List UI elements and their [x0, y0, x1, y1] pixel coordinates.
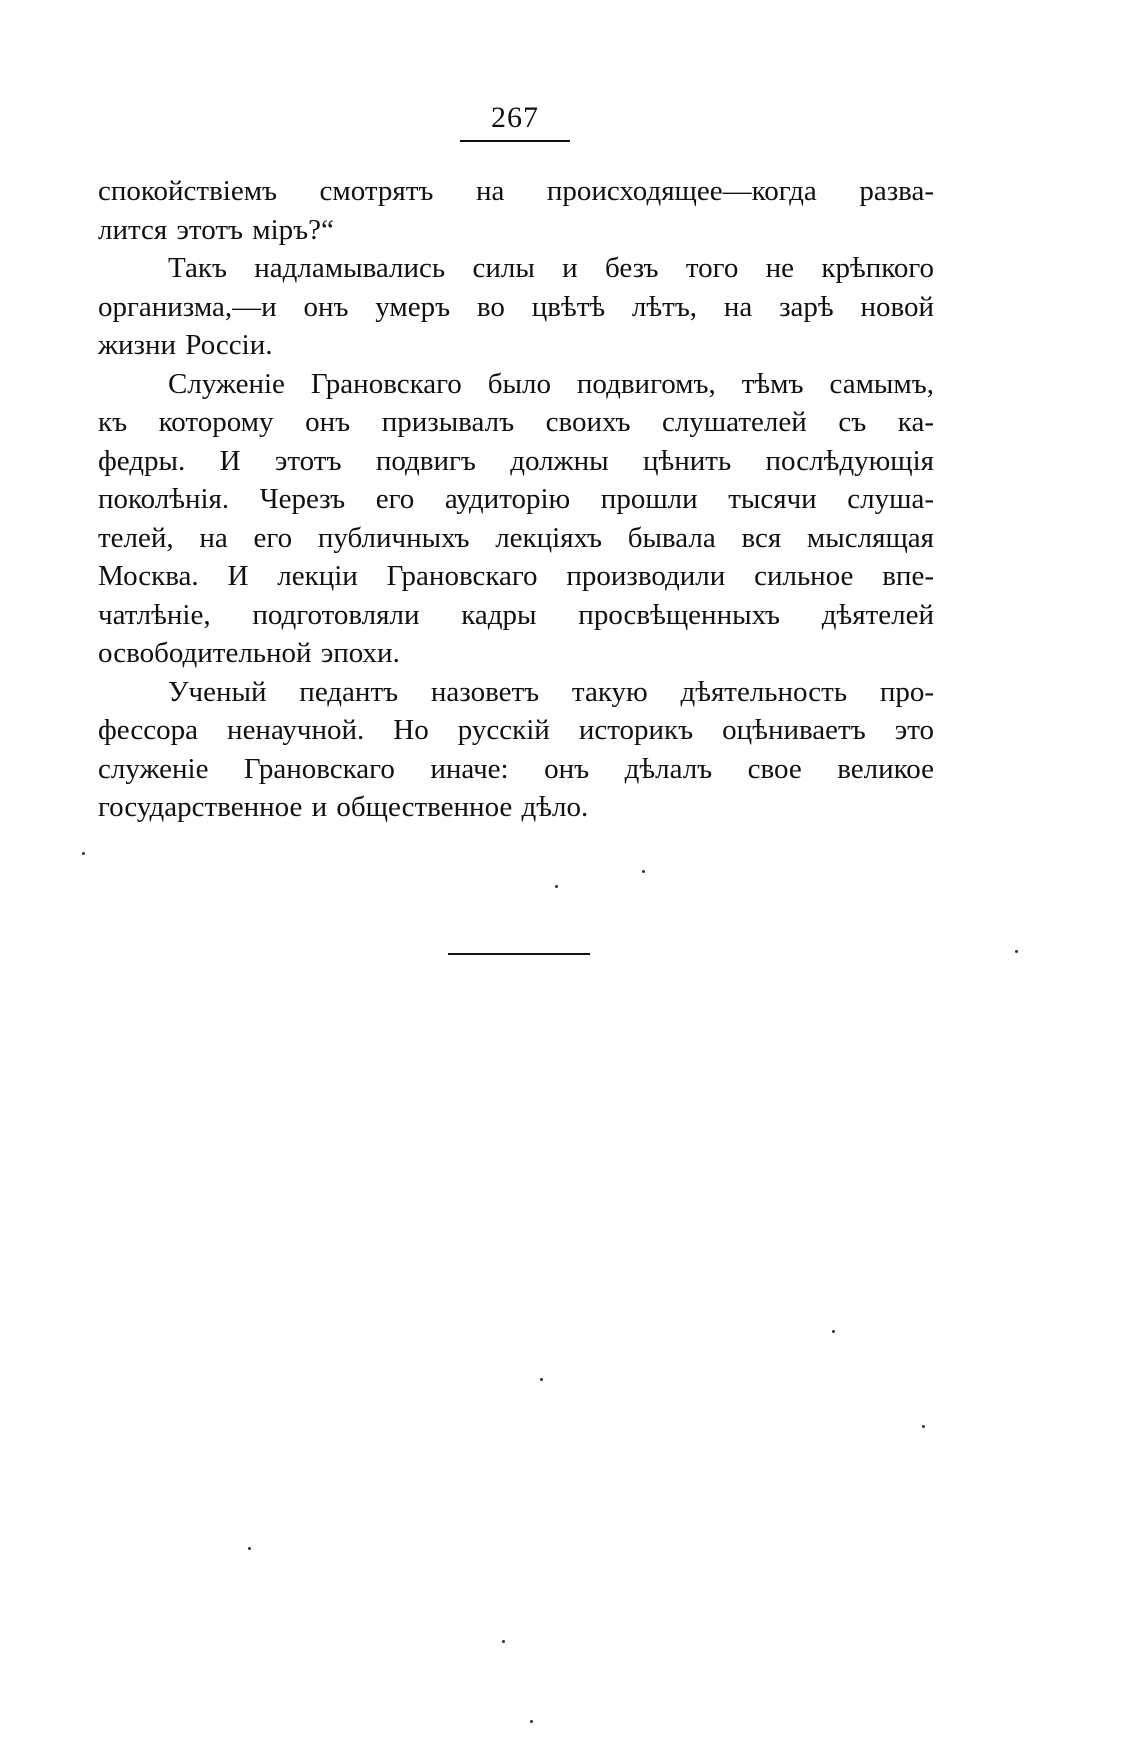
text-line: организма,—и онъ умеръ во цвѣтѣ лѣтъ, на зарѣ новой — [98, 290, 934, 323]
scan-speck — [82, 852, 85, 855]
text-line: жизни Россіи. — [98, 329, 273, 361]
text-line: государственное и общественное дѣло. — [98, 791, 589, 823]
scan-speck — [832, 1330, 835, 1333]
paragraph-4 — [98, 673, 934, 827]
text-line: къ которому онъ призывалъ своихъ слушателей съ ка- — [98, 406, 934, 438]
paragraph-3 — [98, 365, 934, 673]
text-line: телей, на его публичныхъ лекціяхъ бывала вся мыслящая — [98, 521, 934, 554]
text-line: спокойствіемъ смотрятъ на происходящее—когда разва- — [98, 175, 934, 207]
text-line: лится этотъ міръ?“ — [98, 213, 334, 246]
text-line: поколѣнія. Черезъ его аудиторію прошли тысячи слуша- — [98, 483, 934, 515]
page-number-rule — [460, 140, 570, 142]
section-end-rule — [448, 953, 590, 955]
scan-speck — [530, 1720, 533, 1723]
body-text — [98, 172, 934, 827]
page-number: 267 — [491, 101, 539, 134]
scan-speck — [642, 870, 645, 873]
text-line: Москва. И лекціи Грановскаго производили сильное впе- — [98, 560, 934, 592]
scan-speck — [540, 1378, 543, 1381]
scan-speck — [555, 885, 558, 888]
text-line: служеніе Грановскаго иначе: онъ дѣлалъ свое великое — [98, 752, 934, 785]
text-line: чатлѣніе, подготовляли кадры просвѣщенныхъ дѣятелей — [98, 598, 934, 631]
text-line: Такъ надламывались силы и безъ того не крѣпкого — [168, 252, 934, 284]
scan-speck — [502, 1640, 505, 1643]
scan-speck — [248, 1547, 251, 1550]
scan-speck — [922, 1425, 925, 1428]
text-line: федры. И этотъ подвигъ должны цѣнить послѣдующія — [98, 444, 934, 477]
text-line: фессора ненаучной. Но русскій историкъ оцѣниваетъ это — [98, 714, 934, 746]
paragraph-1 — [98, 172, 934, 249]
text-line: Ученый педантъ назоветъ такую дѣятельность про- — [168, 675, 934, 708]
text-line: освободительной эпохи. — [98, 637, 400, 669]
scan-speck — [1015, 950, 1018, 953]
paragraph-2 — [98, 249, 934, 365]
text-line: Служеніе Грановскаго было подвигомъ, тѣмъ самымъ, — [168, 367, 934, 400]
